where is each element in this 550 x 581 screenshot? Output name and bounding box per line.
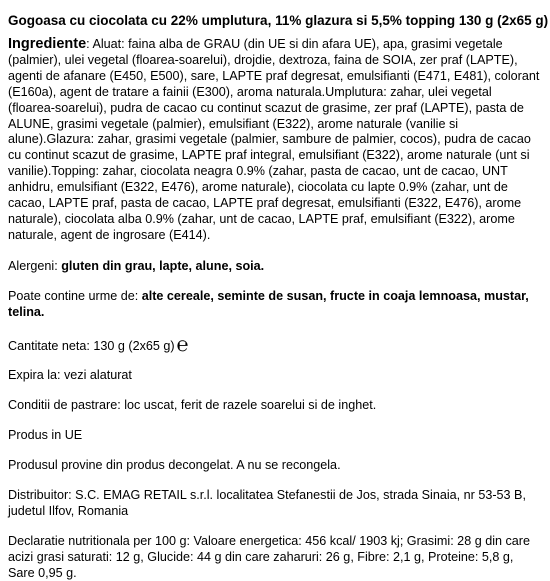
allergens-label: Alergeni:: [8, 258, 62, 273]
traces-value: alte cereale, seminte de susan, fructe in coaja lemnoasa, mustar, telina.: [8, 288, 529, 319]
allergens-paragraph: [8, 258, 542, 274]
allergens-value: gluten din grau, lapte, alune, soia.: [61, 258, 265, 273]
net-quantity-text: Cantitate neta: 130 g (2x65 g): [8, 338, 175, 353]
ingredients-text: : Aluat: faina alba de GRAU (din UE si din afara UE), apa, grasimi vegetale (palmier), ulei vegetal (floarea-soarelui), drojdie, dextroza, faina de SOIA, zer praf (LAPTE), agenti de afanare (E450, E500), sare, LAPTE praf degresat, emulsifianti (E471, E481), colorant (E160a), agent de tratare a fainii (E300), aroma naturala.Umplutura: zahar, ulei vegetal (floarea-soarelui), pudra de cacao cu continut scazut de grasime, zer praf (LAPTE), pasta de ALUNE, grasimi vegetale (palmier), emulsifiant (E322), arome naturale (vanilie si alune).Glazura: zahar, grasimi vegetale (palmier, sambure de palmier, cocos), pudra de cacao cu continut scazut de grasime, LAPTE praf integral, emulsifiant (E322), arome naturale (unt si vanilie).Topping: zahar, ciocolata neagra 0.9% (zahar, pasta de cacao, unt de cacao, UNT anhidru, emulsifiant (E322, E476), arome naturale), ciocolata cu lapte 0.9% (zahar, unt de cacao, LAPTE praf, pasta de cacao, LAPTE praf degresat, emulsifianti (E322, E476), arome naturale), ciocolata alba 0.9% (zahar, unt de cacao, LAPTE praf, emulsifiant (E322), arome naturale, agent de ingrosare (E414).: [8, 37, 540, 242]
ingredients-paragraph: [8, 37, 542, 244]
distributor-info: Distribuitor: S.C. EMAG RETAIL s.r.l. localitatea Stefanestii de Jos, strada Sinaia, nr 53-53 B, judetul Ilfov, Romania: [8, 487, 526, 518]
expiry-date: Expira la: vezi alaturat: [8, 367, 132, 382]
frozen-note: Produsul provine din produs decongelat. A nu se recongela.: [8, 457, 341, 472]
net-quantity: [8, 333, 542, 356]
estimated-sign-icon: ℮: [176, 333, 189, 356]
storage-conditions: Conditii de pastrare: loc uscat, ferit de razele soarelui si de inghet.: [8, 397, 377, 412]
ingredients-label: Ingrediente: [8, 36, 87, 52]
nutrition-declaration: Declaratie nutritionala per 100 g: Valoare energetica: 456 kcal/ 1903 kj; Grasimi: 28 g din care acizi grasi saturati: 12 g, Glucide: 44 g din care zaharuri: 26 g, Fibre: 2,1 g, Proteine: 5,8 g, Sare 0,95 g.: [8, 533, 531, 580]
traces-paragraph: [8, 288, 542, 320]
product-title: Gogoasa cu ciocolata cu 22% umplutura, 11% glazura si 5,5% topping 130 g (2x65 g): [8, 13, 549, 28]
traces-label: Poate contine urme de:: [8, 288, 142, 303]
product-origin: Produs in UE: [8, 427, 83, 442]
